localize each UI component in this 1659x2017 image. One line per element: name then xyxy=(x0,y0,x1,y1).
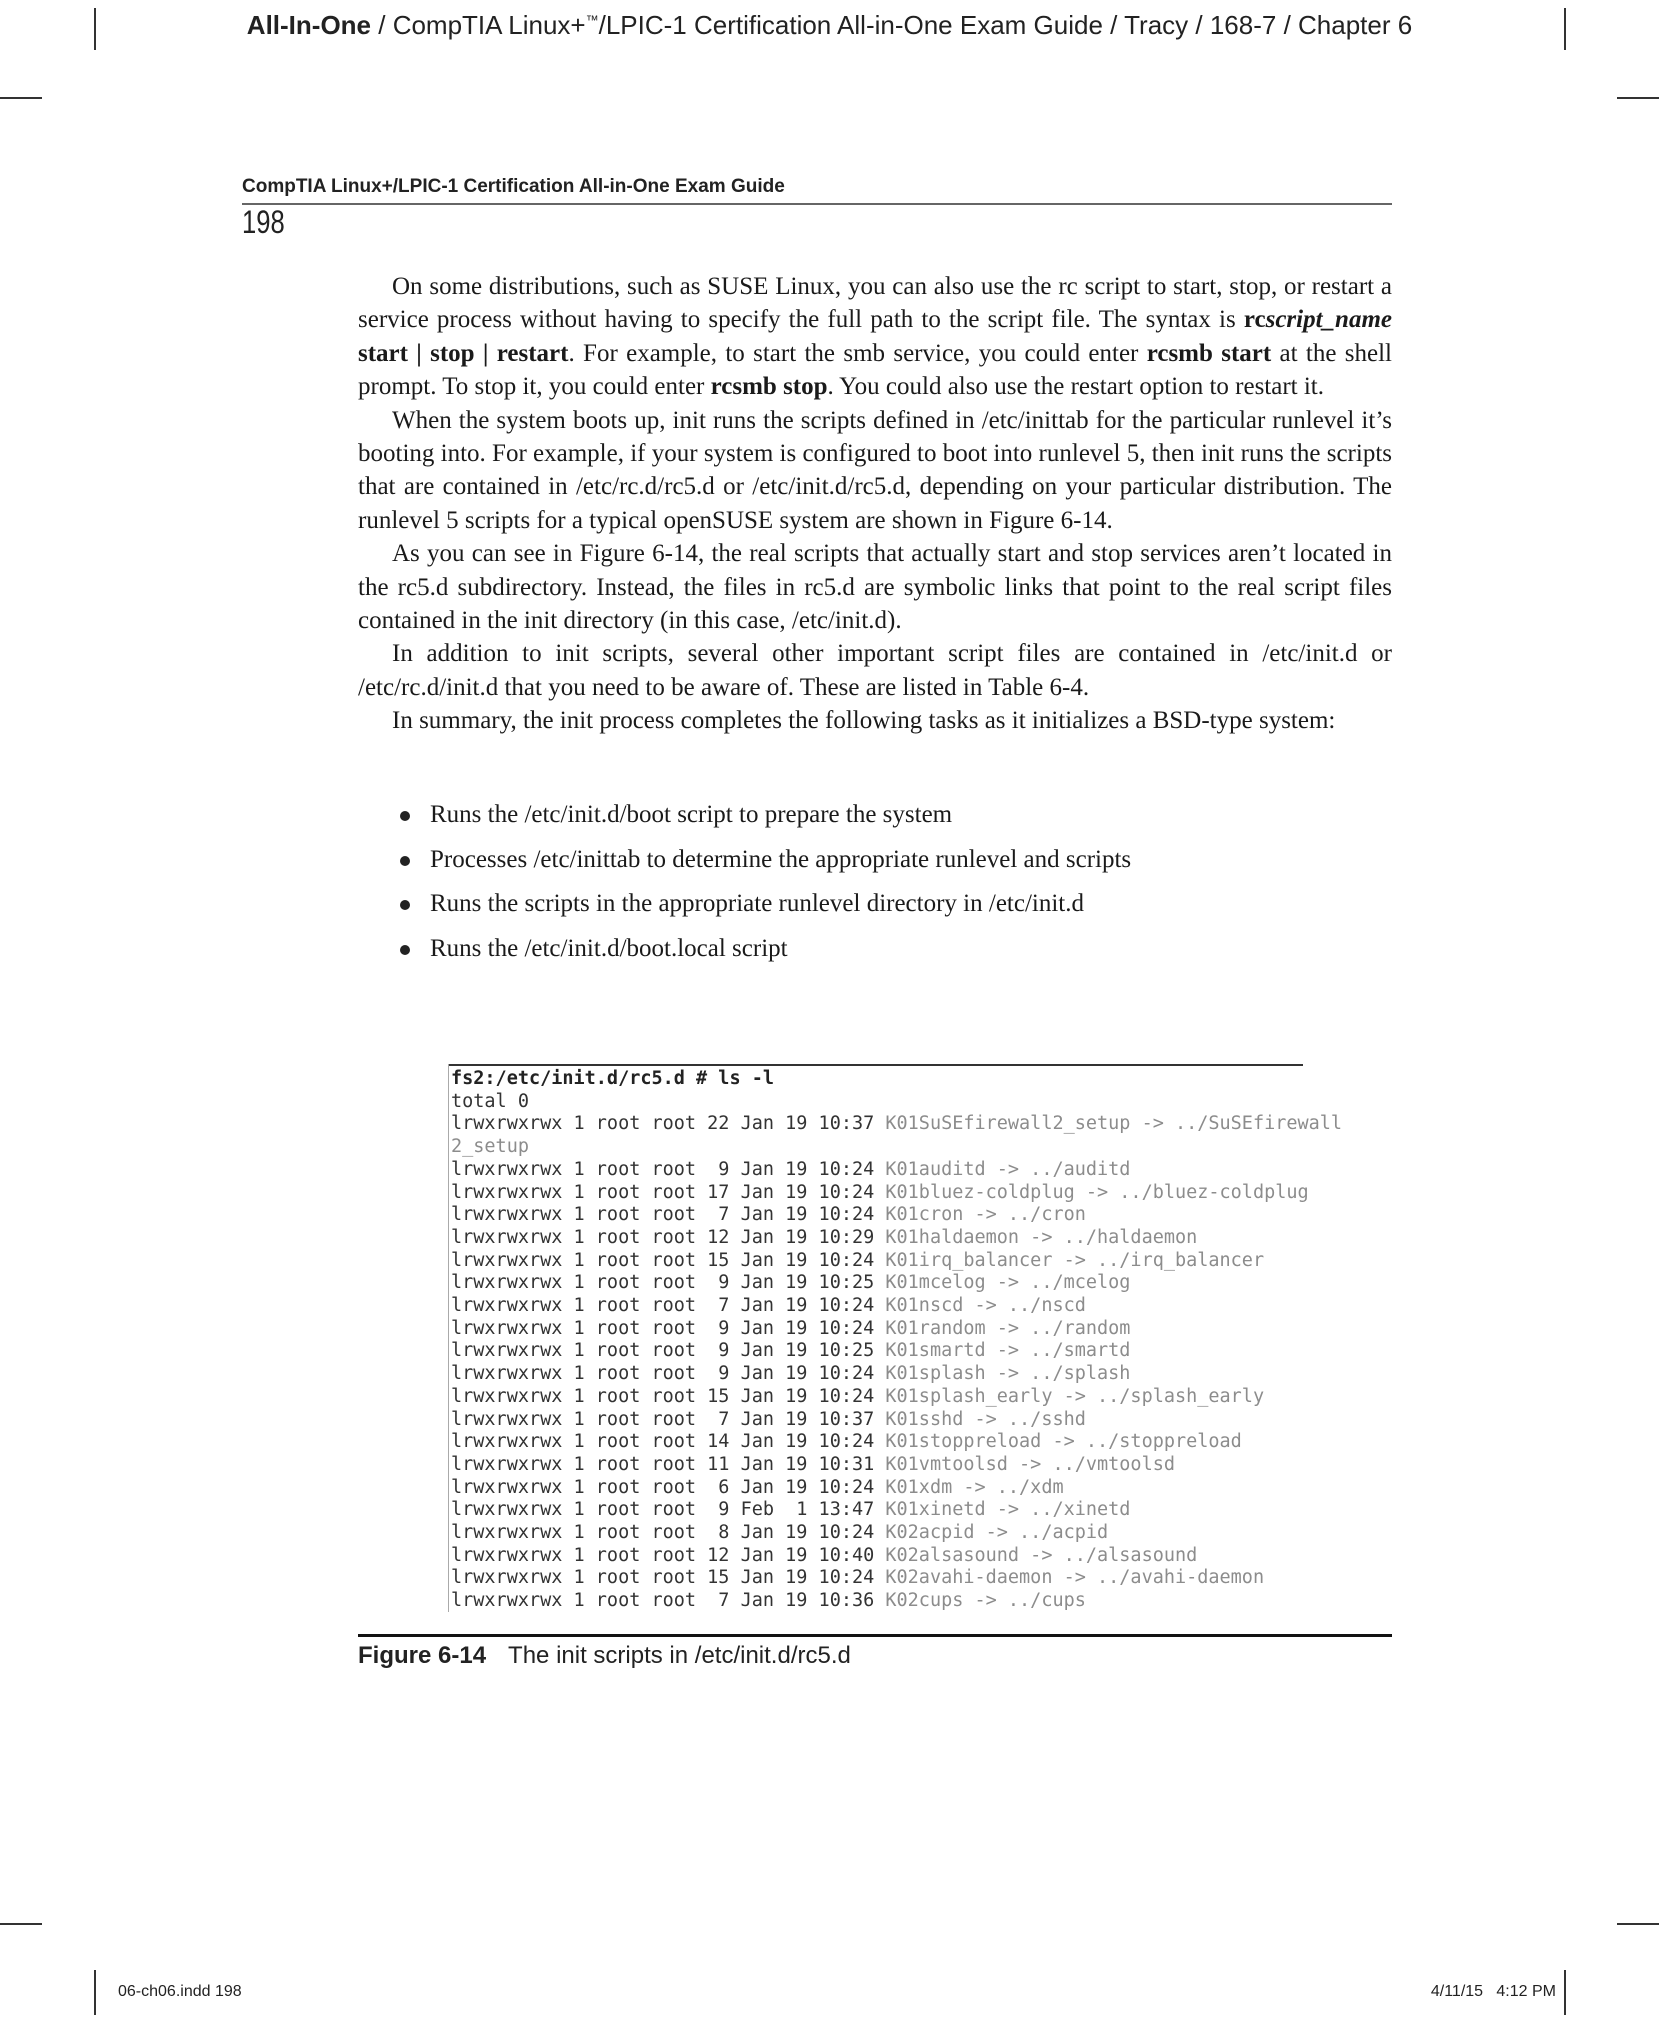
command-rcsmb-start: rcsmb start xyxy=(1146,339,1272,367)
file-meta: lrwxrwxrwx 1 root root 9 Jan 19 10:24 xyxy=(451,1158,886,1180)
crop-mark-top-right xyxy=(1564,8,1566,50)
file-meta: lrwxrwxrwx 1 root root 15 Jan 19 10:24 xyxy=(451,1567,886,1589)
symlink-name: K02avahi-daemon -> ../avahi-daemon xyxy=(885,1567,1265,1589)
terminal-row xyxy=(451,1159,1130,1180)
terminal-row xyxy=(451,1454,1175,1475)
terminal-row xyxy=(451,1545,1197,1566)
terminal-row xyxy=(451,1113,1342,1134)
trademark-mark: ™ xyxy=(585,12,599,28)
terminal-row xyxy=(451,1386,1264,1407)
body-text xyxy=(358,270,1392,738)
slug-rest: /LPIC-1 Certification All-in-One Exam Guide / Tracy / 168-7 / Chapter 6 xyxy=(598,10,1413,40)
crop-mark-right-top xyxy=(1617,97,1659,99)
crop-mark-bottom-right xyxy=(1564,1970,1566,2015)
command-rcsmb-stop: rcsmb stop xyxy=(710,373,828,401)
syntax-rc: rc xyxy=(1243,306,1266,334)
symlink-name: K02alsasound -> ../alsasound xyxy=(885,1544,1198,1566)
terminal-row xyxy=(451,1363,1130,1384)
terminal-row xyxy=(451,1340,1130,1361)
symlink-name: K01xinetd -> ../xinetd xyxy=(885,1499,1131,1521)
symlink-name: K01smartd -> ../smartd xyxy=(885,1340,1131,1362)
symlink-name: K01xdm -> ../xdm xyxy=(885,1476,1064,1498)
symlink-name: K02cups -> ../cups xyxy=(885,1590,1086,1612)
symlink-name: K01cron -> ../cron xyxy=(885,1204,1086,1226)
file-meta: lrwxrwxrwx 1 root root 15 Jan 19 10:24 xyxy=(451,1385,886,1407)
bullet-icon xyxy=(400,900,410,910)
file-meta: lrwxrwxrwx 1 root root 9 Jan 19 10:25 xyxy=(451,1340,886,1362)
terminal-output xyxy=(451,1068,1351,1613)
file-meta: lrwxrwxrwx 1 root root 7 Jan 19 10:37 xyxy=(451,1408,886,1430)
figure-label: Figure 6-14 xyxy=(358,1642,487,1669)
terminal-row xyxy=(451,1477,1064,1498)
terminal-row xyxy=(451,1567,1264,1588)
terminal-row xyxy=(451,1431,1242,1452)
list-item: Processes /etc/inittab to determine the appropriate runlevel and scripts xyxy=(395,838,1395,883)
file-meta: lrwxrwxrwx 1 root root 7 Jan 19 10:36 xyxy=(451,1590,886,1612)
figure-top-rule xyxy=(448,1064,1303,1066)
symlink-name: K01sshd -> ../sshd xyxy=(885,1408,1086,1430)
crop-mark-left-bottom xyxy=(0,1923,42,1925)
symlink-name: K01random -> ../random xyxy=(885,1317,1131,1339)
figure-bottom-rule xyxy=(358,1634,1392,1637)
file-meta: lrwxrwxrwx 1 root root 14 Jan 19 10:24 xyxy=(451,1431,886,1453)
bullet-icon xyxy=(400,811,410,821)
symlink-name: K01nscd -> ../nscd xyxy=(885,1295,1086,1317)
slug-line: All-In-One / CompTIA Linux+™/LPIC-1 Certification All-in-One Exam Guide / Tracy / 168-7 / Chapter 6 xyxy=(246,10,1413,40)
symlink-name: K02acpid -> ../acpid xyxy=(885,1522,1109,1544)
file-meta: lrwxrwxrwx 1 root root 9 Feb 1 13:47 xyxy=(451,1499,886,1521)
bullet-icon xyxy=(400,945,410,955)
file-meta: lrwxrwxrwx 1 root root 7 Jan 19 10:24 xyxy=(451,1295,886,1317)
terminal-row xyxy=(451,1318,1130,1339)
symlink-name: K01auditd -> ../auditd xyxy=(885,1158,1131,1180)
terminal-row xyxy=(451,1590,1086,1611)
file-meta: lrwxrwxrwx 1 root root 22 Jan 19 10:37 xyxy=(451,1113,886,1135)
slug-series: All-In-One xyxy=(246,10,372,40)
terminal-row xyxy=(451,1499,1130,1520)
shell-prompt: fs2:/etc/init.d/rc5.d # ls -l xyxy=(451,1068,775,1089)
symlink-name: K01irq_balancer -> ../irq_balancer xyxy=(885,1249,1265,1271)
terminal-row xyxy=(451,1250,1264,1271)
file-meta: lrwxrwxrwx 1 root root 9 Jan 19 10:25 xyxy=(451,1272,886,1294)
init-tasks-list xyxy=(395,793,1395,971)
crop-mark-bottom-left xyxy=(94,1970,96,2015)
slug-book: CompTIA Linux+ xyxy=(392,10,586,40)
symlink-name: K01vmtoolsd -> ../vmtoolsd xyxy=(885,1453,1175,1475)
figure-left-border xyxy=(448,1064,449,1612)
symlink-name: 2_setup xyxy=(451,1136,529,1158)
file-meta: lrwxrwxrwx 1 root root 12 Jan 19 10:40 xyxy=(451,1544,886,1566)
total-line: total 0 xyxy=(451,1090,529,1112)
file-meta: lrwxrwxrwx 1 root root 17 Jan 19 10:24 xyxy=(451,1181,886,1203)
file-meta: lrwxrwxrwx 1 root root 9 Jan 19 10:24 xyxy=(451,1317,886,1339)
header-rule xyxy=(242,203,1392,205)
crop-mark-top-left xyxy=(94,8,96,50)
terminal-row xyxy=(451,1204,1086,1225)
symlink-name: K01bluez-coldplug -> ../bluez-coldplug xyxy=(885,1181,1309,1203)
paragraph-boot-runlevel: When the system boots up, init runs the scripts defined in /etc/inittab for the particular runlevel it’s booting into. For example, if your system is configured to boot into runlevel 5, then init runs the scripts that are contained in /etc/rc.d/rc5.d or /etc/init.d/rc5.d, depending on your particular distribution. The runlevel 5 scripts for a typical openSUSE system are shown in Figure 6-14. xyxy=(358,406,1392,534)
terminal-row xyxy=(451,1409,1086,1430)
footer-date: 4/11/15 4:12 PM xyxy=(1430,1983,1556,2000)
symlink-name: K01haldaemon -> ../haldaemon xyxy=(885,1226,1198,1248)
symlink-name: K01mcelog -> ../mcelog xyxy=(885,1272,1131,1294)
symlink-name: K01splash -> ../splash xyxy=(885,1363,1131,1385)
symlink-name: K01stoppreload -> ../stoppreload xyxy=(885,1431,1242,1453)
running-header-title: CompTIA Linux+/LPIC-1 Certification All-in-One Exam Guide xyxy=(242,176,785,197)
file-meta: lrwxrwxrwx 1 root root 15 Jan 19 10:24 xyxy=(451,1249,886,1271)
file-meta: lrwxrwxrwx 1 root root 8 Jan 19 10:24 xyxy=(451,1522,886,1544)
terminal-row xyxy=(451,1272,1130,1293)
figure-caption-text: The init scripts in /etc/init.d/rc5.d xyxy=(508,1642,851,1669)
paragraph-other-scripts: In addition to init scripts, several other important script files are contained in /etc/init.d or /etc/rc.d/init.d that you need to be aware of. These are listed in Table 6-4. xyxy=(358,640,1392,701)
bullet-icon xyxy=(400,856,410,866)
paragraph-symbolic-links: As you can see in Figure 6-14, the real scripts that actually start and stop services aren’t located in the rc5.d subdirectory. Instead, the files in rc5.d are symbolic links that point to the real script files contained in the init directory (in this case, /etc/init.d). xyxy=(358,540,1392,635)
terminal-row xyxy=(451,1522,1108,1543)
figure-caption xyxy=(358,1642,851,1670)
page-number: 198 xyxy=(242,204,285,240)
terminal-row xyxy=(451,1182,1309,1203)
list-item: Runs the /etc/init.d/boot.local script xyxy=(395,927,1395,972)
paragraph-rc-script: On some distributions, such as SUSE Linux, you can also use the rc script to start, stop, or restart a service process without having to specify the full path to the script file. The syntax is rcscript_name start | stop | restart. For example, to start the smb service, you could enter rcsmb start at the shell prompt. To stop it, you could enter rcsmb stop. You could also use the restart option to restart it. xyxy=(358,273,1392,401)
symlink-name: K01splash_early -> ../splash_early xyxy=(885,1385,1265,1407)
crop-mark-left-top xyxy=(0,97,42,99)
file-meta: lrwxrwxrwx 1 root root 11 Jan 19 10:31 xyxy=(451,1453,886,1475)
file-meta: lrwxrwxrwx 1 root root 9 Jan 19 10:24 xyxy=(451,1363,886,1385)
syntax-script-name: script_name xyxy=(1265,306,1392,334)
footer-file-info: 06-ch06.indd 198 xyxy=(118,1983,242,2000)
terminal-row xyxy=(451,1227,1197,1248)
symlink-name: K01SuSEfirewall2_setup -> ../SuSEfirewall xyxy=(885,1113,1343,1135)
paragraph-summary: In summary, the init process completes the following tasks as it initializes a BSD-type system: xyxy=(392,707,1336,735)
list-item: Runs the scripts in the appropriate runlevel directory in /etc/init.d xyxy=(395,882,1395,927)
terminal-row xyxy=(451,1136,529,1157)
syntax-args: start | stop | restart xyxy=(358,339,569,367)
file-meta: lrwxrwxrwx 1 root root 12 Jan 19 10:29 xyxy=(451,1226,886,1248)
terminal-row xyxy=(451,1295,1086,1316)
list-item: Runs the /etc/init.d/boot script to prepare the system xyxy=(395,793,1395,838)
crop-mark-right-bottom xyxy=(1617,1923,1659,1925)
file-meta: lrwxrwxrwx 1 root root 7 Jan 19 10:24 xyxy=(451,1204,886,1226)
file-meta: lrwxrwxrwx 1 root root 6 Jan 19 10:24 xyxy=(451,1476,886,1498)
